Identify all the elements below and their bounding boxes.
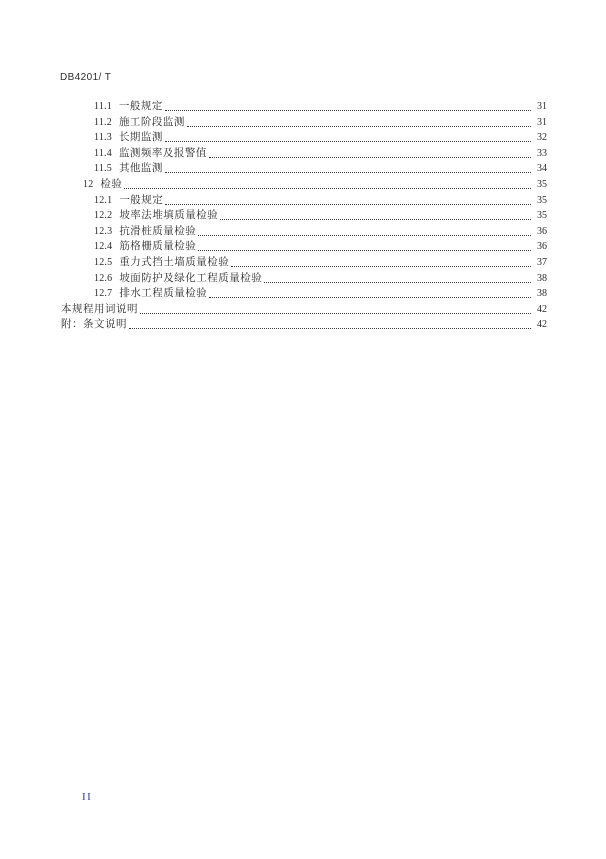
toc-dot-leader — [220, 219, 531, 220]
toc-dot-leader — [165, 172, 531, 173]
toc-entry — [61, 99, 547, 115]
toc-entry-title: 监测频率及报警值 — [118, 147, 207, 159]
toc-entry — [61, 161, 547, 177]
toc-dot-leader — [165, 204, 531, 205]
toc-dot-leader — [129, 328, 531, 329]
toc-entry-number: 12.7 — [94, 288, 113, 300]
toc-entry-page: 37 — [537, 256, 547, 268]
toc-dot-leader — [124, 188, 531, 189]
toc-entry-title: 一般规定 — [118, 101, 163, 112]
toc-entry-page: 35 — [537, 178, 547, 190]
toc-entry-title: 附：条文说明 — [61, 319, 127, 331]
toc-entry-number: 11.4 — [94, 147, 112, 159]
toc-entry-number: 12.4 — [94, 241, 113, 253]
toc-entry-number: 11.5 — [94, 163, 112, 175]
toc-dot-leader — [165, 141, 531, 142]
toc-entry-page: 36 — [537, 241, 547, 253]
toc-entry-title: 施工阶段监测 — [118, 116, 185, 128]
toc-dot-leader — [198, 235, 531, 236]
toc-entry-number: 12.2 — [94, 210, 113, 222]
toc-entry — [61, 193, 547, 209]
toc-entry-title: 抗滑桩质量检验 — [119, 225, 197, 237]
toc-entry-number: 12 — [83, 178, 94, 190]
toc-entry-page: 38 — [537, 288, 547, 300]
toc-entry — [61, 302, 547, 318]
toc-dot-leader — [198, 250, 531, 251]
toc-entry-number: 12.6 — [94, 272, 113, 284]
toc-entry-page: 31 — [537, 116, 547, 128]
toc-entry — [61, 115, 547, 131]
toc-entry — [61, 317, 547, 333]
toc-entry-title: 长期监测 — [118, 132, 163, 144]
toc-entry-number: 11.2 — [94, 116, 112, 128]
toc-entry-page: 35 — [537, 210, 547, 222]
toc-entry-page: 33 — [537, 147, 547, 159]
toc-entry — [61, 224, 547, 240]
toc-entry — [61, 286, 547, 302]
table-of-contents — [61, 99, 547, 333]
toc-entry — [61, 271, 547, 287]
toc-entry-page: 34 — [537, 163, 547, 175]
toc-entry-number: 11.1 — [94, 101, 112, 112]
toc-entry-title: 重力式挡土墙质量检验 — [119, 256, 230, 268]
toc-dot-leader — [209, 297, 531, 298]
toc-dot-leader — [264, 282, 531, 283]
toc-entry-number: 11.3 — [94, 132, 112, 144]
toc-entry-page: 36 — [537, 225, 547, 237]
toc-entry-number: 12.5 — [94, 256, 113, 268]
document-code-header: DB4201/ T — [60, 72, 112, 83]
toc-entry-page: 42 — [537, 319, 547, 331]
toc-entry-page: 31 — [537, 101, 547, 112]
toc-entry — [61, 177, 547, 193]
toc-entry-page: 35 — [537, 194, 547, 206]
toc-entry-page: 38 — [537, 272, 547, 284]
toc-entry-title: 检验 — [100, 178, 123, 190]
page-number: II — [82, 791, 93, 803]
toc-entry — [61, 146, 547, 162]
toc-entry-title: 坡面防护及绿化工程质量检验 — [119, 272, 263, 284]
toc-dot-leader — [231, 266, 531, 267]
toc-dot-leader — [209, 157, 531, 158]
toc-entry-number: 12.1 — [94, 194, 113, 206]
toc-dot-leader — [187, 126, 531, 127]
toc-entry — [61, 239, 547, 255]
toc-entry — [61, 255, 547, 271]
toc-entry-page: 42 — [537, 303, 547, 315]
toc-entry-title: 一般规定 — [119, 194, 164, 206]
toc-entry — [61, 130, 547, 146]
toc-entry — [61, 208, 547, 224]
toc-entry-title: 排水工程质量检验 — [119, 288, 208, 300]
toc-entry-title: 坡率法堆填质量检验 — [119, 210, 219, 222]
toc-entry-title: 其他监测 — [118, 163, 163, 175]
toc-entry-title: 本规程用词说明 — [61, 303, 138, 315]
toc-dot-leader — [140, 313, 531, 314]
toc-entry-number: 12.3 — [94, 225, 113, 237]
toc-entry-page: 32 — [537, 132, 547, 144]
toc-entry-title: 筋格栅质量检验 — [119, 241, 197, 253]
toc-dot-leader — [165, 110, 531, 111]
